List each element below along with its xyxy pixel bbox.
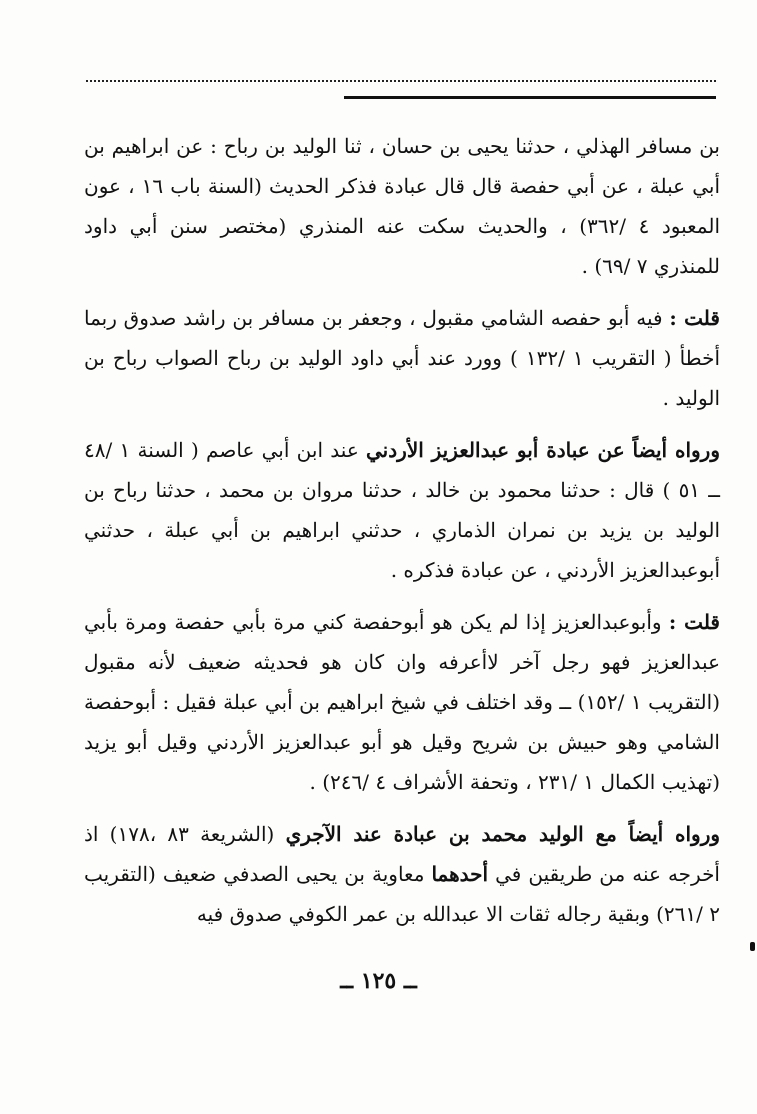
margin-mark: [750, 942, 755, 951]
paragraph-2: [84, 298, 720, 418]
paragraph-text: (الشريعة ٨٣ ،١٧٨) اذ أخرجه عنه من طريقين في: [84, 822, 720, 886]
paragraph-lead: ورواه أيضاً مع الوليد محمد بن عبادة عند الآجري: [285, 822, 721, 846]
paragraph-1: [84, 126, 720, 286]
paragraph-lead: ورواه أيضاً عن عبادة أبو عبدالعزيز الأردني: [366, 438, 720, 462]
paragraph-text-continued: معاوية بن يحيى الصدفي ضعيف (التقريب ٢ /٢٦١) وبقية رجاله ثقات الا عبدالله بن عمر الكوفي صدوق فيه: [84, 862, 720, 926]
paragraph-4: [84, 602, 720, 802]
paragraph-5: [84, 814, 720, 934]
paragraph-emphasis: أحدهما: [431, 862, 489, 886]
paragraph-3: [84, 430, 720, 590]
paragraph-text: وأبوعبدالعزيز إذا لم يكن هو أبوحفصة كني مرة بأبي حفصة ومرة بأبي عبدالعزيز فهو رجل آخر لاأعرفه وان كان هو فحديثه ضعيف لأنه مقبول (التقريب ١ /١٥٢) ــ وقد اختلف في شيخ ابراهيم بن أبي عبلة فقيل : أبوحفصة الشامي وهو حبيش بن شريح وقيل هو أبو عبدالعزيز الأردني وقيل أبو يزيد (تهذيب الكمال ١ /٢٣١ ، وتحفة الأشراف ٤ /٢٤٦) .: [84, 610, 721, 794]
page-body: [84, 126, 720, 934]
dotted-header-line: [86, 60, 716, 82]
paragraph-text: فيه أبو حفصه الشامي مقبول ، وجعفر بن مسافر بن راشد صدوق ربما أخطأ ( التقريب ١ /١٣٢ ) وورد عند أبي داود الوليد بن رباح الصواب رباح بن الوليد .: [84, 306, 721, 410]
paragraph-lead: قلت :: [668, 610, 720, 634]
paragraph-text: بن مسافر الهذلي ، حدثنا يحيى بن حسان ، ثنا الوليد بن رباح : عن ابراهيم بن أبي عبلة ، عن أبي حفصة قال قال عبادة فذكر الحديث (السنة باب ١٦ ، عون المعبود ٤ /٣٦٢) ، والحديث سكت عنه المنذري (مختصر سنن أبي داود للمنذري ٧ /٦٩) .: [84, 134, 720, 278]
paragraph-lead: قلت :: [669, 306, 720, 330]
page-number: ــ ١٢٥ ــ: [340, 968, 417, 994]
header-rule: [344, 96, 716, 99]
paragraph-text: عند ابن أبي عاصم ( السنة ١ /٤٨ ــ ٥١ ) قال : حدثنا محمود بن خالد ، حدثنا مروان بن محمد ، حدثنا رباح بن الوليد بن يزيد بن نمران الذماري ، حدثني ابراهيم بن أبي عبلة ، حدثني أبوعبدالعزيز الأردني ، عن عبادة فذكره .: [84, 438, 721, 582]
